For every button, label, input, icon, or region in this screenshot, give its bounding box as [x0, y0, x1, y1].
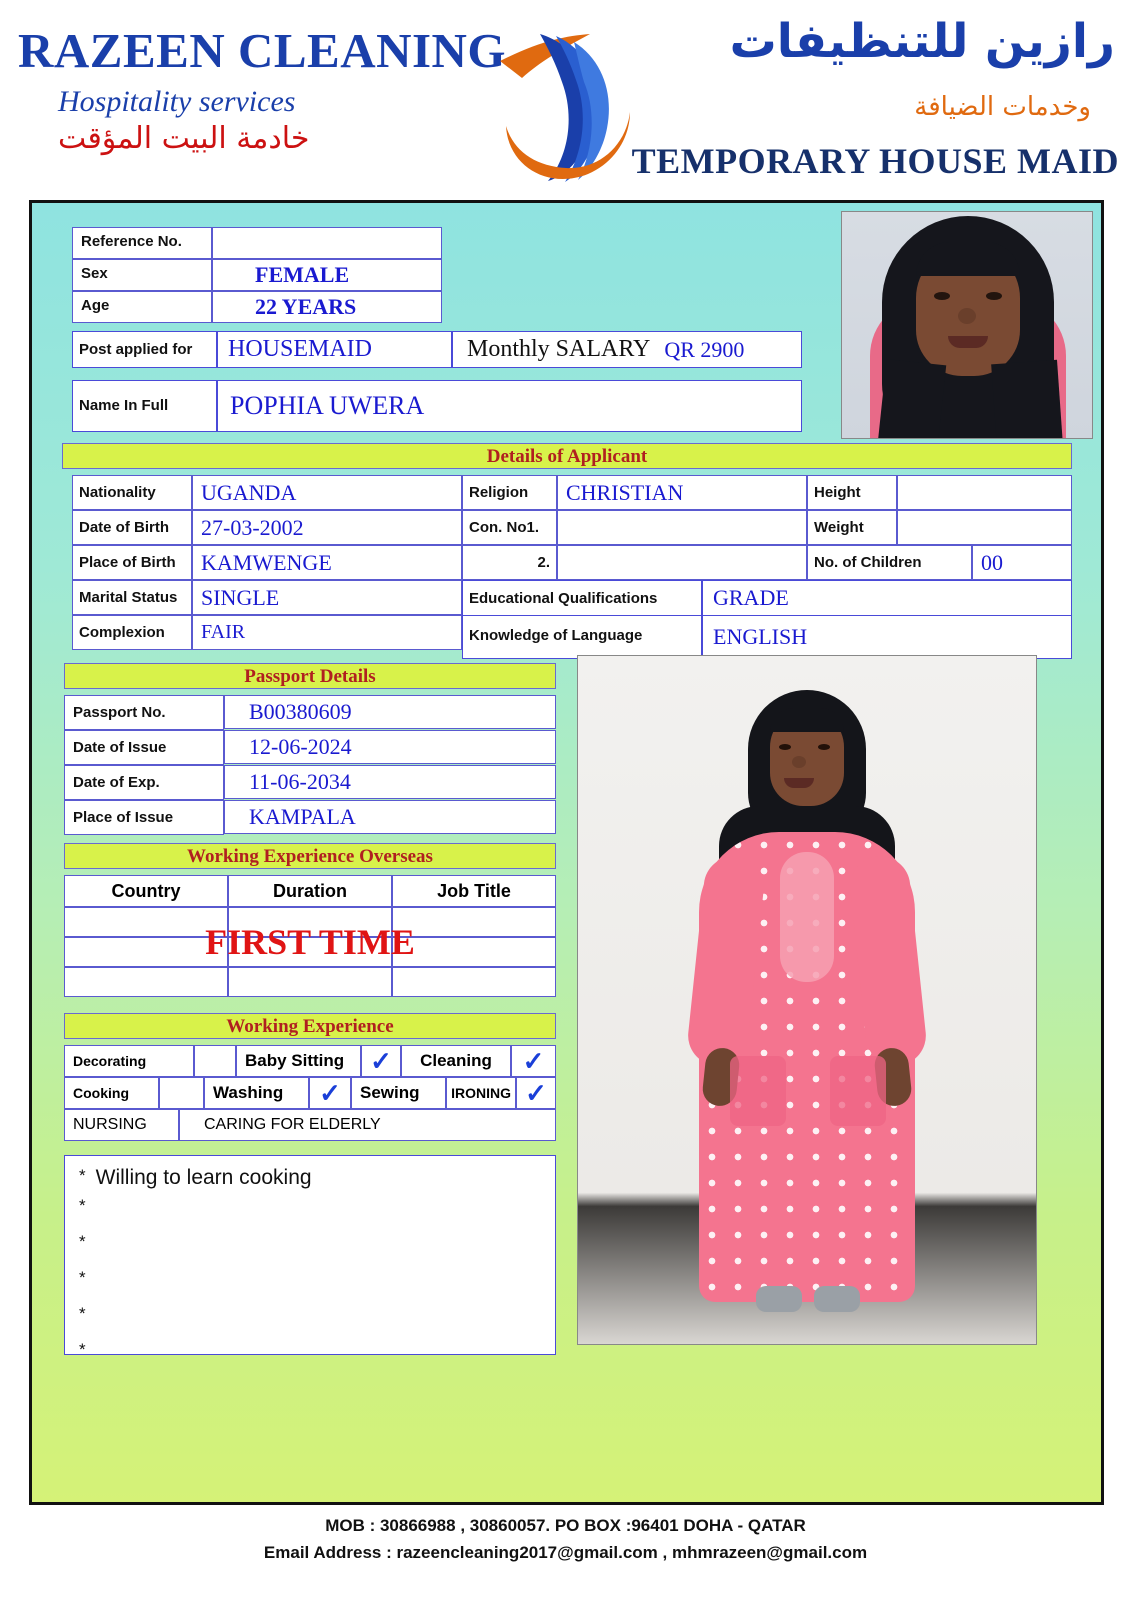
name-value: POPHIA UWERA [230, 391, 425, 420]
table-row [462, 510, 807, 545]
details-section-title: Details of Applicant [62, 443, 1072, 469]
skill-sewing-label: Sewing [360, 1083, 420, 1102]
pob-value[interactable]: KAMWENGE [201, 549, 332, 575]
remark-bullet: * [79, 1268, 86, 1287]
table-row [807, 545, 1072, 580]
education-label: Educational Qualifications [462, 580, 702, 617]
table-row [64, 695, 556, 730]
passport-table [64, 695, 556, 835]
page-footer [0, 1512, 1131, 1566]
remark-bullet: * [79, 1340, 86, 1359]
skill-cleaning-check[interactable] [511, 1045, 556, 1077]
post-applied-label: Post applied for [72, 331, 217, 368]
column-duration: Duration [273, 880, 347, 901]
post-applied-value: HOUSEMAID [228, 336, 372, 362]
salary-cell[interactable] [452, 331, 802, 368]
table-row [462, 545, 807, 580]
remark-line [79, 1268, 541, 1288]
language-value: ENGLISH [713, 624, 808, 649]
table-row [64, 1077, 556, 1109]
table-row [72, 227, 442, 259]
children-value[interactable]: 00 [981, 549, 1003, 575]
name-value-cell[interactable] [217, 380, 802, 432]
remark-line [79, 1340, 541, 1360]
applicant-portrait-photo [841, 211, 1093, 439]
table-row [72, 259, 442, 291]
table-row [72, 291, 442, 323]
check-icon: ✓ [525, 1078, 547, 1108]
table-row [72, 615, 462, 650]
table-header-row [64, 875, 556, 907]
skill-washing-check[interactable] [309, 1077, 351, 1109]
remark-bullet: * [79, 1304, 86, 1323]
post-salary-row [72, 331, 802, 368]
skill-ironing-check[interactable] [516, 1077, 556, 1109]
marital-label: Marital Status [72, 580, 192, 615]
skill-nursing-value[interactable]: CARING FOR ELDERLY [204, 1116, 381, 1133]
table-row [64, 765, 556, 800]
age-value[interactable]: 22 YEARS [255, 294, 357, 319]
salary-label: Monthly SALARY [467, 336, 651, 362]
brand-name-ar: رازين للتنظيفات [729, 14, 1115, 69]
remarks-box[interactable] [64, 1155, 556, 1359]
remark-line [79, 1232, 541, 1252]
skill-decorating-check[interactable] [194, 1045, 236, 1077]
skill-baby-sitting-check[interactable] [361, 1045, 401, 1077]
brand-tagline-en: Hospitality services [58, 85, 296, 118]
complexion-label: Complexion [72, 615, 192, 650]
remark-line [79, 1304, 541, 1324]
reference-no-label: Reference No. [72, 227, 212, 259]
brand-tagline-ar2: وخدمات الضيافة [914, 92, 1091, 122]
skill-baby-sitting-label: Baby Sitting [245, 1051, 345, 1070]
table-row [72, 510, 462, 545]
language-label: Knowledge of Language [462, 615, 702, 659]
passport-place-label: Place of Issue [64, 800, 224, 835]
table-row [72, 475, 462, 510]
table-row [64, 800, 556, 835]
post-applied-value-cell[interactable] [217, 331, 452, 368]
check-icon: ✓ [370, 1046, 392, 1076]
skill-decorating-label: Decorating [73, 1053, 147, 1069]
brand-name-en: RAZEEN CLEANING [18, 23, 507, 78]
passport-issue-label: Date of Issue [64, 730, 224, 765]
table-row [807, 510, 1072, 545]
applicant-fullbody-photo [577, 655, 1037, 1345]
column-country: Country [111, 880, 181, 901]
nationality-value[interactable]: UGANDA [201, 479, 297, 505]
remark-line [79, 1196, 541, 1216]
passport-exp-label: Date of Exp. [64, 765, 224, 800]
remark-bullet: * [79, 1196, 86, 1215]
remark-text: Willing to learn cooking [95, 1166, 312, 1189]
children-label: No. of Children [807, 545, 972, 580]
education-value-cell[interactable] [702, 580, 1072, 617]
skill-washing-label: Washing [213, 1083, 284, 1102]
remark-line [79, 1166, 541, 1190]
sex-value[interactable]: FEMALE [255, 262, 350, 287]
details-left-table [72, 475, 462, 650]
applicant-card [29, 200, 1104, 1505]
table-row [807, 475, 1072, 510]
passport-issue-value[interactable]: 12-06-2024 [249, 734, 352, 759]
age-label: Age [72, 291, 212, 323]
check-icon: ✓ [319, 1078, 341, 1108]
education-value: GRADE [713, 585, 789, 610]
table-row [72, 545, 462, 580]
skill-nursing-label: NURSING [73, 1116, 147, 1133]
contact2-label: 2. [462, 545, 557, 580]
footer-email-line: Email Address : razeencleaning2017@gmail.com , mhmrazeen@gmail.com [263, 1543, 868, 1563]
name-label: Name In Full [72, 380, 217, 432]
column-job-title: Job Title [437, 880, 511, 901]
dob-label: Date of Birth [72, 510, 192, 545]
religion-label: Religion [462, 475, 557, 510]
contact1-label: Con. No1. [462, 510, 557, 545]
remark-bullet: * [79, 1166, 86, 1185]
table-row [64, 1045, 556, 1077]
language-row [462, 615, 1072, 659]
skill-cooking-check[interactable] [159, 1077, 204, 1109]
pob-label: Place of Birth [72, 545, 192, 580]
swoosh-logo-icon [470, 6, 650, 186]
complexion-value[interactable]: FAIR [201, 621, 246, 643]
skill-cooking-label: Cooking [73, 1085, 129, 1101]
footer-contact-line: MOB : 30866988 , 30860057. PO BOX :96401 DOHA - QATAR [325, 1516, 806, 1535]
table-row [72, 580, 462, 615]
page-header [0, 0, 1131, 196]
salary-value: QR 2900 [664, 336, 745, 362]
passport-no-label: Passport No. [64, 695, 224, 730]
marital-value[interactable]: SINGLE [201, 584, 280, 610]
sex-label: Sex [72, 259, 212, 291]
check-icon: ✓ [522, 1046, 545, 1076]
skill-cleaning-label: Cleaning [420, 1051, 492, 1070]
table-row [64, 1109, 556, 1141]
table-row [462, 475, 807, 510]
experience-table [64, 1045, 556, 1141]
details-middle-table [462, 475, 807, 580]
passport-exp-value[interactable]: 11-06-2034 [249, 769, 351, 794]
passport-place-value[interactable]: KAMPALA [249, 804, 356, 829]
table-row [64, 967, 556, 997]
table-row [64, 730, 556, 765]
details-right-table [807, 475, 1072, 580]
skill-ironing-label: IRONING [451, 1085, 511, 1101]
nationality-label: Nationality [72, 475, 192, 510]
religion-value[interactable]: CHRISTIAN [566, 479, 684, 505]
education-row [462, 580, 1072, 617]
height-label: Height [807, 475, 897, 510]
experience-section-title: Working Experience [64, 1013, 556, 1039]
dob-value[interactable]: 27-03-2002 [201, 514, 304, 540]
name-row [72, 380, 802, 432]
language-value-cell[interactable] [702, 615, 1072, 659]
overseas-section-title: Working Experience Overseas [64, 843, 556, 869]
overseas-first-time-note: FIRST TIME [205, 922, 415, 962]
basic-info-table [72, 227, 442, 323]
remark-bullet: * [79, 1232, 86, 1251]
passport-no-value[interactable]: B00380609 [249, 699, 352, 724]
temporary-house-maid-title: TEMPORARY HOUSE MAID [631, 141, 1119, 181]
weight-label: Weight [807, 510, 897, 545]
passport-section-title: Passport Details [64, 663, 556, 689]
brand-tagline-ar: خادمة البيت المؤقت [58, 121, 310, 156]
